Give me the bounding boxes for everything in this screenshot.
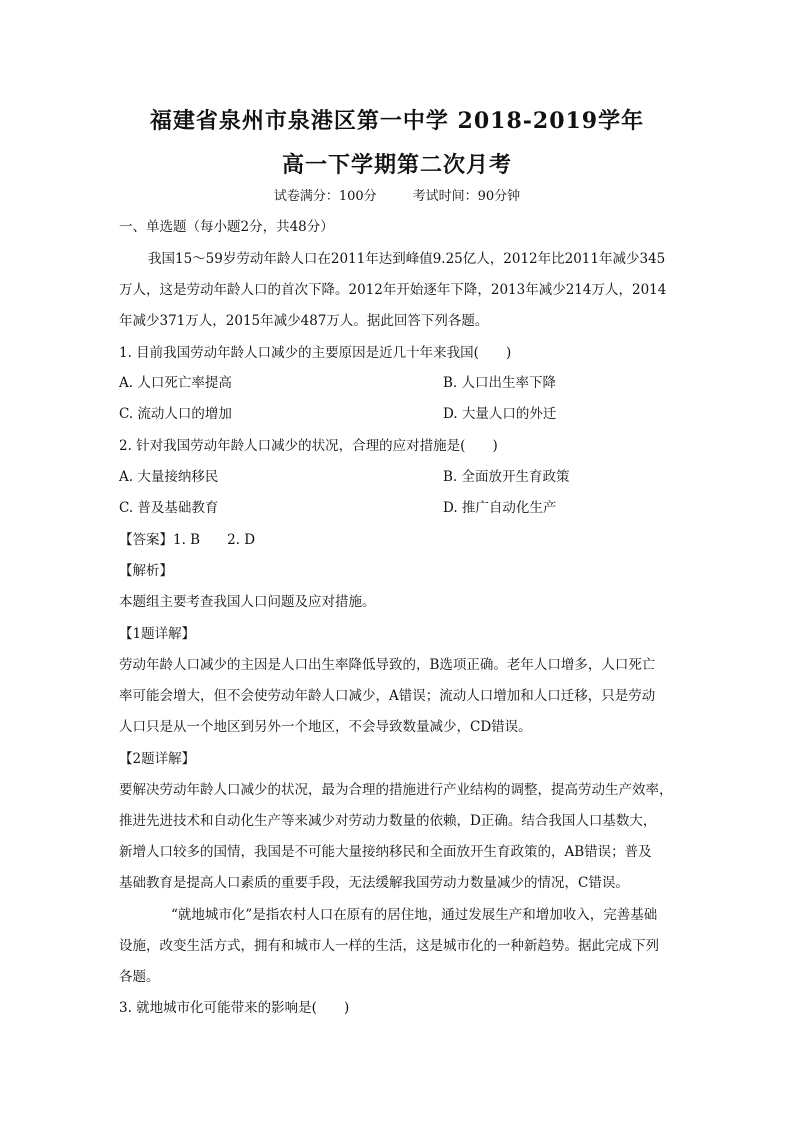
detail-line: 新增人口较多的国情，我国是不可能大量接纳移民和全面放开生育政策的，AB错误；普及 bbox=[119, 844, 652, 860]
question-1-option-a: A. 人口死亡率提高 bbox=[119, 375, 232, 391]
question-2-stem: 2. 针对我国劳动年龄人口减少的状况，合理的应对措施是( ) bbox=[119, 438, 498, 454]
detail-line: 人口只是从一个地区到另外一个地区，不会导致数量减少，CD错误。 bbox=[119, 719, 532, 735]
passage-line: 万人，这是劳动年龄人口的首次下降。2012年开始逐年下降，2013年减少214万人，2014 bbox=[119, 282, 667, 298]
passage-line: “就地城市化”是指农村人口在原有的居住地，通过发展生产和增加收入，完善基础 bbox=[171, 907, 658, 923]
question-3-stem: 3. 就地城市化可能带来的影响是( ) bbox=[119, 1000, 350, 1016]
question-2-option-d: D. 推广自动化生产 bbox=[443, 500, 557, 516]
passage-line: 设施，改变生活方式，拥有和城市人一样的生活，这是城市化的一种新趋势。据此完成下列 bbox=[119, 938, 659, 954]
question-2-option-a: A. 大量接纳移民 bbox=[119, 469, 219, 485]
full-score: 试卷满分：100分 bbox=[273, 189, 377, 204]
detail-line: 推进先进技术和自动化生产等来减少对劳动力数量的依赖，D正确。结合我国人口基数大， bbox=[119, 813, 657, 829]
passage-population bbox=[119, 249, 685, 342]
exam-title-line1: 福建省泉州市泉港区第一中学 2018-2019学年 bbox=[149, 108, 645, 134]
question-2-option-c: C. 普及基础教育 bbox=[119, 500, 219, 516]
detail-2-label: 【2题详解】 bbox=[119, 751, 196, 767]
detail-line: 率可能会增大，但不会使劳动年龄人口减少，A错误；流动人口增加和人口迁移，只是劳动 bbox=[119, 688, 656, 704]
answer-text: 1. B 2. D bbox=[173, 532, 256, 548]
detail-1-label: 【1题详解】 bbox=[119, 626, 196, 642]
analysis-summary: 本题组主要考查我国人口问题及应对措施。 bbox=[119, 594, 376, 610]
passage-urbanization bbox=[119, 905, 685, 998]
analysis-label: 【解析】 bbox=[119, 563, 173, 579]
question-2-option-b: B. 全面放开生育政策 bbox=[443, 469, 570, 485]
question-1-option-c: C. 流动人口的增加 bbox=[119, 406, 232, 422]
exam-time: 考试时间：90分钟 bbox=[412, 189, 521, 204]
exam-title-line2: 高一下学期第二次月考 bbox=[281, 152, 512, 178]
passage-line: 我国15～59岁劳动年龄人口在2011年达到峰值9.25亿人，2012年比2011年减少345 bbox=[148, 251, 666, 267]
section-heading: 一、单选题（每小题2分，共48分） bbox=[119, 219, 334, 235]
detail-2-text bbox=[119, 780, 685, 904]
detail-line: 劳动年龄人口减少的主因是人口出生率降低导致的，B选项正确。老年人口增多，人口死亡 bbox=[119, 657, 656, 673]
passage-line: 年减少371万人，2015年减少487万人。据此回答下列各题。 bbox=[119, 313, 489, 329]
passage-line: 各题。 bbox=[119, 969, 160, 985]
question-1-option-d: D. 大量人口的外迁 bbox=[443, 406, 557, 422]
question-1-stem: 1. 目前我国劳动年龄人口减少的主要原因是近几十年来我国( ) bbox=[119, 345, 512, 361]
exam-meta bbox=[0, 185, 794, 204]
detail-line: 要解决劳动年龄人口减少的状况，最为合理的措施进行产业结构的调整，提高劳动生产效率， bbox=[119, 782, 673, 798]
answer-line bbox=[119, 530, 255, 550]
question-1-option-b: B. 人口出生率下降 bbox=[443, 375, 557, 391]
answer-label: 【答案】 bbox=[119, 532, 173, 548]
detail-1-text bbox=[119, 655, 685, 748]
detail-line: 基础教育是提高人口素质的重要手段，无法缓解我国劳动力数量减少的情况，C错误。 bbox=[119, 875, 629, 891]
